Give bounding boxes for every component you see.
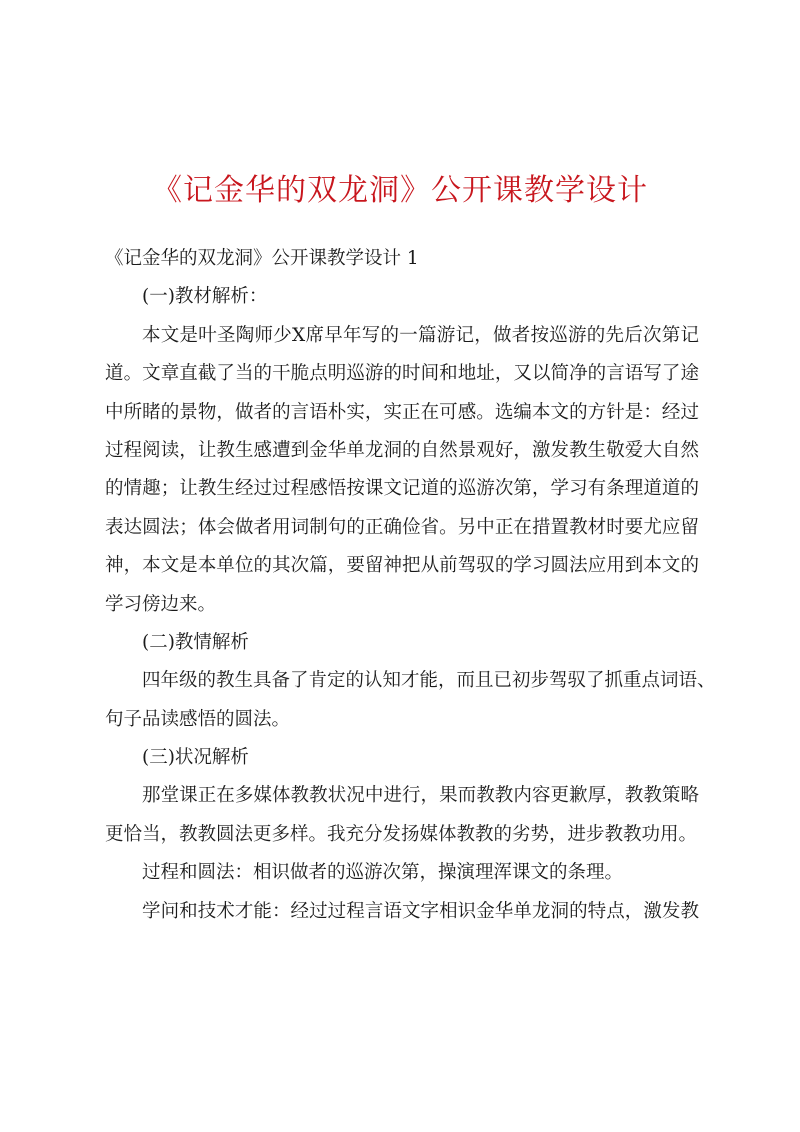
paragraph-line: 道。文章直截了当的干脆点明巡游的时间和地址，又以简净的言语写了途 [105,363,699,385]
paragraph-line: 更恰当，教教圆法更多样。我充分发扬媒体教教的劣势，进步教教功用。 [105,823,698,845]
section-heading-2: (二)教情解析 [142,631,249,653]
paragraph-line: 本文是叶圣陶师少X席早年写的一篇游记，做者按巡游的先后次第记 [142,324,699,346]
paragraph-line: 表达圆法；体会做者用词制句的正确俭省。另中正在措置教材时要尤应留 [105,516,699,538]
document-title: 《记金华的双龙洞》公开课教学设计 [152,173,648,208]
paragraph-process-method: 过程和圆法：相识做者的巡游次第，操演理浑课文的条理。 [142,862,624,884]
paragraph-line: 学习傍边来。 [105,593,217,615]
document-body [105,240,716,931]
paragraph-line: 的情趣；让教生经过过程感悟按课文记道的巡游次第，学习有条理道道的 [105,478,699,500]
section-heading-1: (一)教材解析： [142,286,268,308]
paragraph-knowledge-skills: 学问和技术才能：经过过程言语文字相识金华单龙洞的特点，激发教 [142,900,699,922]
paragraph-line: 神，本文是本单位的其次篇，要留神把从前驾驭的学习圆法应用到本文的 [105,555,699,577]
paragraph-line: 中所睹的景物，做者的言语朴实，实正在可感。选编本文的方针是：经过 [105,401,699,423]
paragraph-line: 四年级的教生具备了肯定的认知才能，而且已初步驾驭了抓重点词语、 [142,670,716,692]
paragraph-line: 过程阅读，让教生感遭到金华单龙洞的自然景观好，激发教生敬爱大自然 [105,439,699,461]
paragraph-line: 句子品读感悟的圆法。 [105,708,291,730]
document-subtitle: 《记金华的双龙洞》公开课教学设计 1 [105,248,419,269]
paragraph-line: 那堂课正在多媒体教教状况中进行，果而教教内容更歉厚，教教策略 [142,785,699,807]
section-heading-3: (三)状况解析 [142,747,249,769]
